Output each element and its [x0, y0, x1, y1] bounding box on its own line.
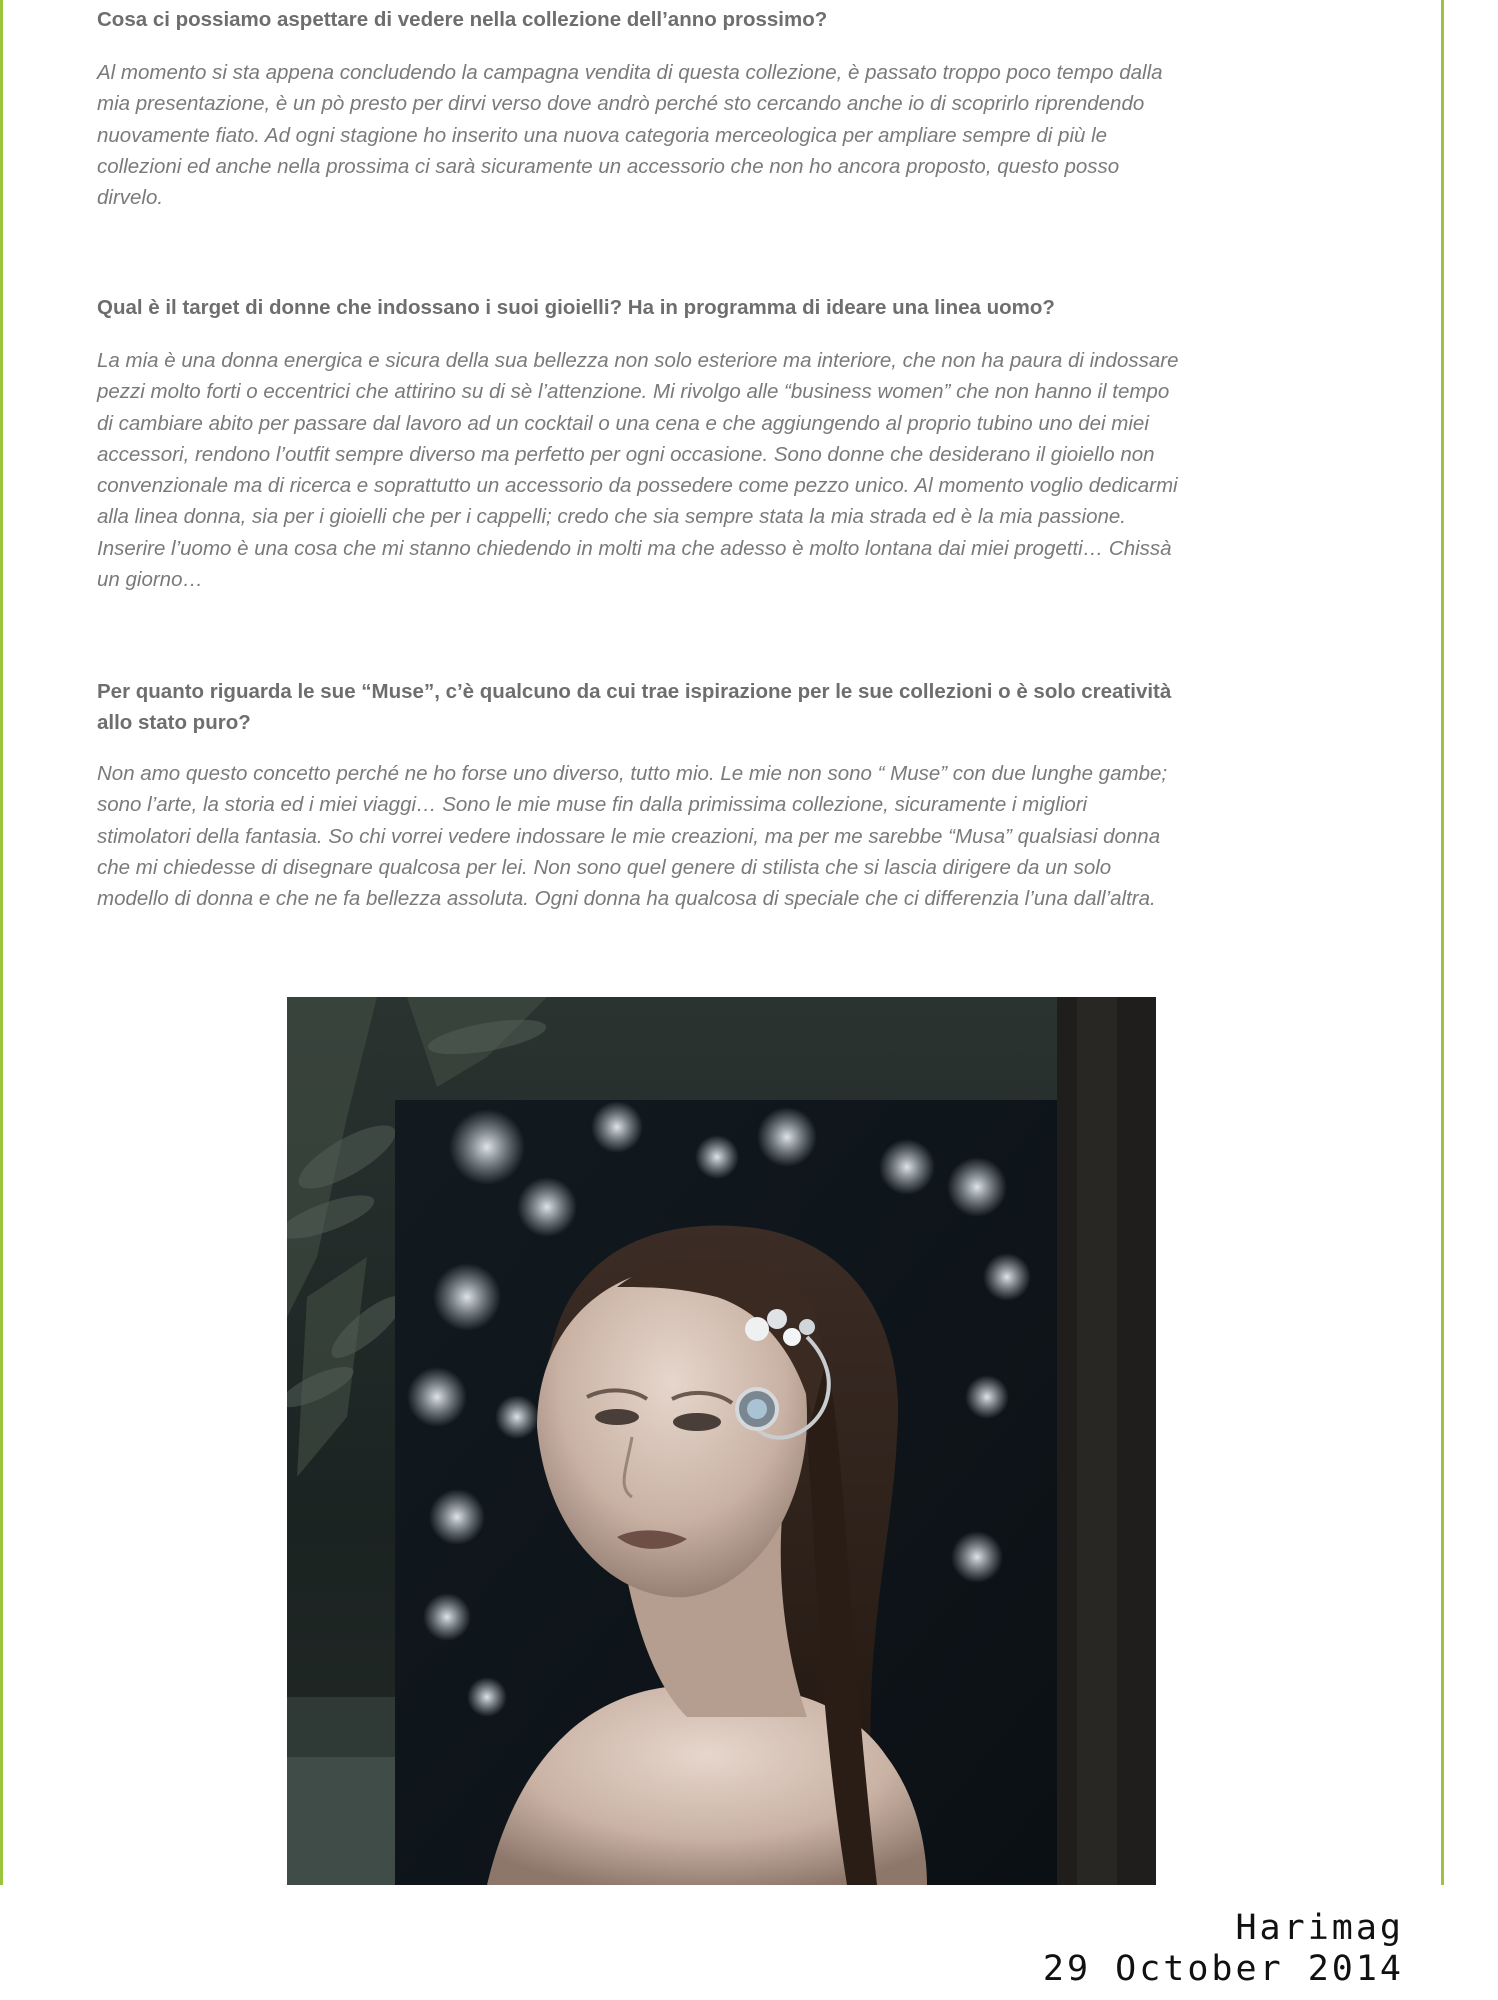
question-heading: Cosa ci possiamo aspettare di vedere nella collezione dell’anno prossimo?: [97, 8, 828, 31]
qa-section-next-collection: [97, 4, 1377, 213]
editorial-photo: [287, 997, 1156, 1885]
qa-section-target-women: [97, 292, 1377, 595]
qa-section-muses: [97, 676, 1377, 914]
publication-name: Harimag: [1235, 1908, 1404, 1948]
publication-date: 29 October 2014: [1042, 1949, 1404, 1989]
answer-paragraph: Al momento si sta appena concludendo la campagna vendita di questa collezione, è passato troppo poco tempo dalla mia presentazione, è un pò presto per dirvi verso dove andrò perché sto cercando anche io di scoprirlo riprendendo nuovamente fiato. Ad ogni stagione ho inserito una nuova categoria merceologica per ampliare sempre di più le collezioni ed anche nella prossima ci sarà sicuramente un accessorio che non ho ancora proposto, questo posso dirvelo.: [97, 61, 1163, 210]
answer-paragraph: Non amo questo concetto perché ne ho forse uno diverso, tutto mio. Le mie non sono “ Muse” con due lunghe gambe; sono l’arte, la storia ed i miei viaggi… Sono le mie muse fin dalla primissima collezione, sicuramente i migliori stimolatori della fantasia. So chi vorrei vedere indossare le mie creazioni, ma per me sarebbe “Musa” qualsiasi donna che mi chiedesse di disegnare qualcosa per lei. Non sono quel genere di stilista che si lascia dirigere da un solo modello di donna e che ne fa bellezza assoluta. Ogni donna ha qualcosa di speciale che ci differenzia l’una dall’altra.: [97, 762, 1168, 911]
right-frame-border: [1441, 0, 1444, 1885]
answer-paragraph: La mia è una donna energica e sicura della sua bellezza non solo esteriore ma interiore, che non ha paura di indossare pezzi molto forti o eccentrici che attirino su di sè l’attenzione. Mi rivolgo alle “business women” che non hanno il tempo di cambiare abito per passare dal lavoro ad un cocktail o una cena e che aggiungendo al proprio tubino uno dei miei accessori, rendono l’outfit sempre diverso ma perfetto per ogni occasione. Sono donne che desiderano il gioiello non convenzionale ma di ricerca e soprattutto un accessorio da possedere come pezzo unico. Al momento voglio dedicarmi alla linea donna, sia per i gioielli che per i cappelli; credo che sia sempre stata la mia strada ed è la mia passione. Inserire l’uomo è una cosa che mi stanno chiedendo in molti ma che adesso è molto lontana dai miei progetti… Chissà un giorno…: [97, 349, 1179, 592]
publication-caption: [1043, 1908, 1404, 1990]
left-frame-border: [0, 0, 3, 1885]
question-heading: Qual è il target di donne che indossano i suoi gioielli? Ha in programma di ideare una linea uomo?: [97, 296, 1055, 319]
model-portrait-illustration: [287, 997, 1156, 1885]
question-heading: Per quanto riguarda le sue “Muse”, c’è qualcuno da cui trae ispirazione per le sue collezioni o è solo creatività allo stato puro?: [97, 680, 1172, 734]
